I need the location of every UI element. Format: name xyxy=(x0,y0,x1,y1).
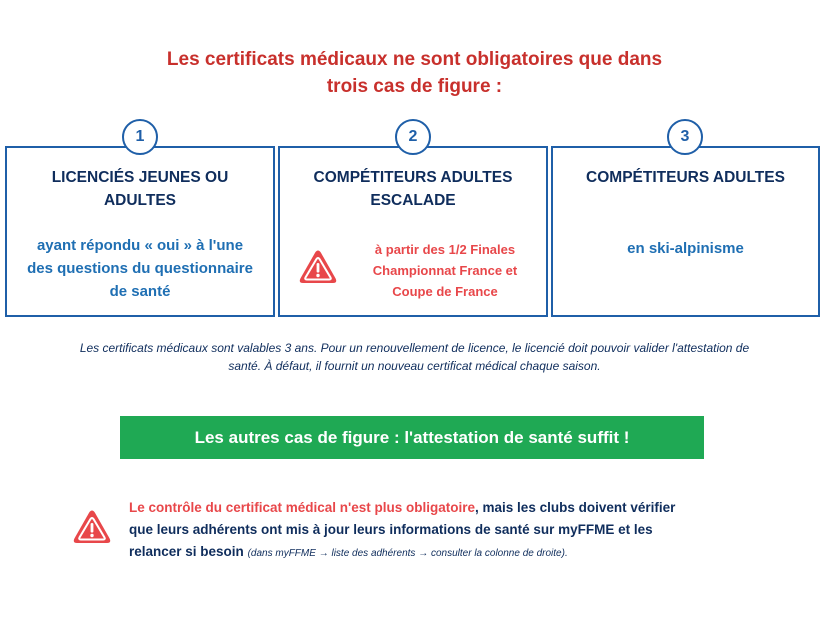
case-number-badge-3: 3 xyxy=(667,119,703,155)
case-card-1-title-line-1: LICENCIÉS JEUNES OU xyxy=(51,169,229,186)
case-card-1-desc-line-1: ayant répondu « oui » à l'une xyxy=(36,237,244,254)
case-card-3-title xyxy=(553,166,818,189)
notice-line-2: que leurs adhérents ont mis à jour leurs informations de santé sur myFFME et les xyxy=(129,522,653,537)
case-card-1-desc-line-3: de santé xyxy=(109,283,171,300)
case-card-3-desc-line-1: en ski-alpinisme xyxy=(627,240,744,257)
case-card-1-title-line-2: ADULTES xyxy=(103,192,177,209)
notice-path-hint: (dans myFFME → liste des adhérents → consulter la colonne de droite). xyxy=(247,548,568,559)
validity-note xyxy=(28,339,801,375)
case-card-3-title-line-1: COMPÉTITEURS ADULTES xyxy=(586,169,785,186)
case-card-1-desc-line-2: des questions du questionnaire xyxy=(27,260,253,277)
case-card-1-description xyxy=(11,234,269,303)
page-title-line-1: Les certificats médicaux ne sont obligatoires que dans xyxy=(166,49,663,70)
case-card-2-note-line-2: Championnat France et xyxy=(372,263,518,278)
case-card-1-title xyxy=(7,166,273,212)
case-card-2-note xyxy=(346,239,544,302)
notice-line-1-rest: , mais les clubs doivent vérifier xyxy=(475,500,676,515)
case-card-3 xyxy=(551,146,820,317)
club-obligation-notice xyxy=(129,497,729,565)
notice-highlight: Le contrôle du certificat médical n'est plus obligatoire xyxy=(129,500,476,515)
page-title xyxy=(0,46,829,100)
case-number-badge-2: 2 xyxy=(395,119,431,155)
validity-note-line-1: Les certificats médicaux sont valables 3 ans. Pour un renouvellement de licence, le licencié doit pouvoir valider l'attestation de xyxy=(79,341,750,355)
warning-icon xyxy=(298,249,338,285)
notice-line-1 xyxy=(129,497,729,519)
case-card-2-note-line-3: Coupe de France xyxy=(392,284,498,299)
case-card-2-title-line-2: ESCALADE xyxy=(370,192,456,209)
case-card-2 xyxy=(278,146,548,317)
health-attestation-banner: Les autres cas de figure : l'attestation de santé suffit ! xyxy=(120,416,704,459)
case-card-2-note-line-1: à partir des 1/2 Finales xyxy=(374,242,516,257)
case-number-badge-1: 1 xyxy=(122,119,158,155)
notice-line-3-text: relancer si besoin xyxy=(129,544,244,559)
case-card-2-title-line-1: COMPÉTITEURS ADULTES xyxy=(313,169,513,186)
warning-icon xyxy=(72,509,112,545)
case-card-2-title xyxy=(280,166,546,212)
validity-note-line-2: santé. À défaut, il fournit un nouveau certificat médical chaque saison. xyxy=(228,359,601,373)
case-card-1 xyxy=(5,146,275,317)
case-card-3-description xyxy=(557,237,814,260)
notice-line-3 xyxy=(129,541,729,565)
page-title-line-2: trois cas de figure : xyxy=(326,76,503,97)
